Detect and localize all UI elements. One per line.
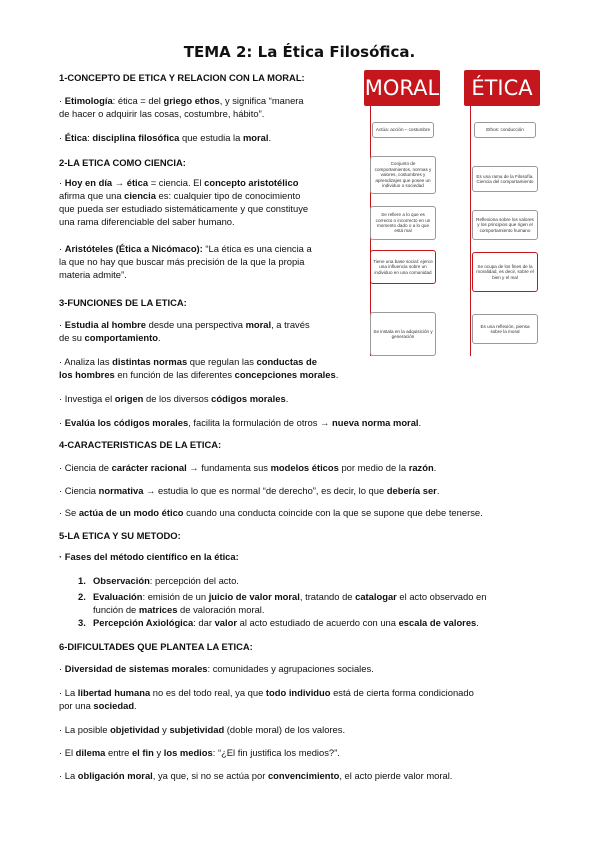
item-number: 2. — [78, 591, 86, 602]
funcion-2: · Analiza las distintas normas que regulan las conductas de los hombres en función de las diferentes concepciones morales. — [59, 356, 339, 380]
etica-connector-line — [470, 106, 471, 356]
etica-box-3: Reflexiona sobre los valores y los principios que rigen el comportamiento humano — [472, 210, 538, 240]
caracteristica-1: · Ciencia de carácter racional → fundamenta sus modelos éticos por medio de la razón. — [59, 462, 437, 473]
fase-observacion: Observación: percepción del acto. — [93, 575, 239, 586]
moral-box-1: Actúa: acción – costumbre — [372, 122, 434, 138]
moral-box-3: Se refiere a lo que es correcto o incorrecto en un momento dado o a lo que está mal — [370, 206, 436, 240]
moral-box-4: Tiene una base social: ejerce una influencia sobre un individuo en una comunidad — [370, 250, 436, 284]
caracteristica-2: · Ciencia normativa → estudia lo que es normal “de derecho”, es decir, lo que debería ser. — [59, 485, 440, 496]
section-5-heading: 5-LA ETICA Y SU METODO: — [59, 530, 181, 541]
etica-box-1: Ethos: conducción — [474, 122, 536, 138]
page-title: TEMA 2: La Ética Filosófica. — [183, 43, 416, 61]
dificultad-1: · Diversidad de sistemas morales: comunidades y agrupaciones sociales. — [59, 663, 374, 674]
fase-evaluacion: Evaluación: emisión de un juicio de valor moral, tratando de catalogar el acto observado en función de matrices de valoración moral. — [93, 591, 487, 615]
moral-box-2: Conjunto de comportamientos, normas y valores, costumbres y aprendizajes que posee un individuo o sociedad — [370, 156, 436, 194]
etica-box-4: Se ocupa de los fines de la moralidad, es decir, sobre el bien y el mal — [472, 252, 538, 292]
item-number: 1. — [78, 575, 86, 586]
dificultad-5: · La obligación moral, ya que, si no se actúa por convencimiento, el acto pierde valor moral. — [59, 770, 453, 781]
etimologia-paragraph: · Etimología: ética = del griego ethos, y significa “manera de hacer o adquirir las cosas, costumbre, hábito”. — [59, 95, 304, 119]
etica-box-2: Es una rama de la Filosofía. Ciencia del comportamiento — [472, 166, 538, 192]
funcion-3: · Investiga el origen de los diversos códigos morales. — [59, 393, 289, 404]
moral-header: MORAL — [364, 70, 440, 106]
etica-box-5: Es una reflexión, piensa sobre la moral — [472, 314, 538, 344]
fases-subheading: · Fases del método científico en la ética: — [59, 551, 239, 562]
section-3-heading: 3-FUNCIONES DE LA ETICA: — [59, 297, 187, 308]
etica-header: ÉTICA — [464, 70, 540, 106]
section-6-heading: 6-DIFICULTADES QUE PLANTEA LA ETICA: — [59, 641, 253, 652]
moral-etica-diagram — [364, 70, 540, 363]
moral-box-5: Se instala en la adquisición y generación — [370, 312, 436, 356]
fase-percepcion-axiologica: Percepción Axiológica: dar valor al acto estudiado de acuerdo con una escala de valores. — [93, 617, 479, 628]
section-1-heading: 1-CONCEPTO DE ETICA Y RELACION CON LA MORAL: — [59, 72, 305, 83]
funcion-4: · Evalúa los códigos morales, facilita la formulación de otros → nueva norma moral. — [59, 417, 422, 428]
hoy-en-dia-paragraph: · Hoy en día → ética = ciencia. El concepto aristotélico afirma que una ciencia es: cualquier tipo de conocimiento que pueda ser estudiado sistemáticamente y que constituye una rama diferenciable del saber humano. — [59, 177, 309, 227]
section-4-heading: 4-CARACTERISTICAS DE LA ETICA: — [59, 439, 222, 450]
etica-definition: · Ética: disciplina filosófica que estudia la moral. — [59, 132, 272, 143]
dificultad-2: · La libertad humana no es del todo real, ya que todo individuo está de cierta forma condicionado por una sociedad. — [59, 687, 474, 711]
funcion-1: · Estudia al hombre desde una perspectiva moral, a través de su comportamiento. — [59, 319, 310, 343]
section-2-heading: 2-LA ETICA COMO CIENCIA: — [59, 157, 186, 168]
caracteristica-3: · Se actúa de un modo ético cuando una conducta coincide con la que se supone que debe tenerse. — [59, 507, 483, 518]
dificultad-4: · El dilema entre el fin y los medios: “¿El fin justifica los medios?”. — [59, 747, 340, 758]
item-number: 3. — [78, 617, 86, 628]
dificultad-3: · La posible objetividad y subjetividad (doble moral) de los valores. — [59, 724, 346, 735]
aristoteles-paragraph: · Aristóteles (Ética a Nicómaco): “La ética es una ciencia a la que no hay que buscar más precisión de la que la propia materia admite”. — [59, 243, 312, 280]
